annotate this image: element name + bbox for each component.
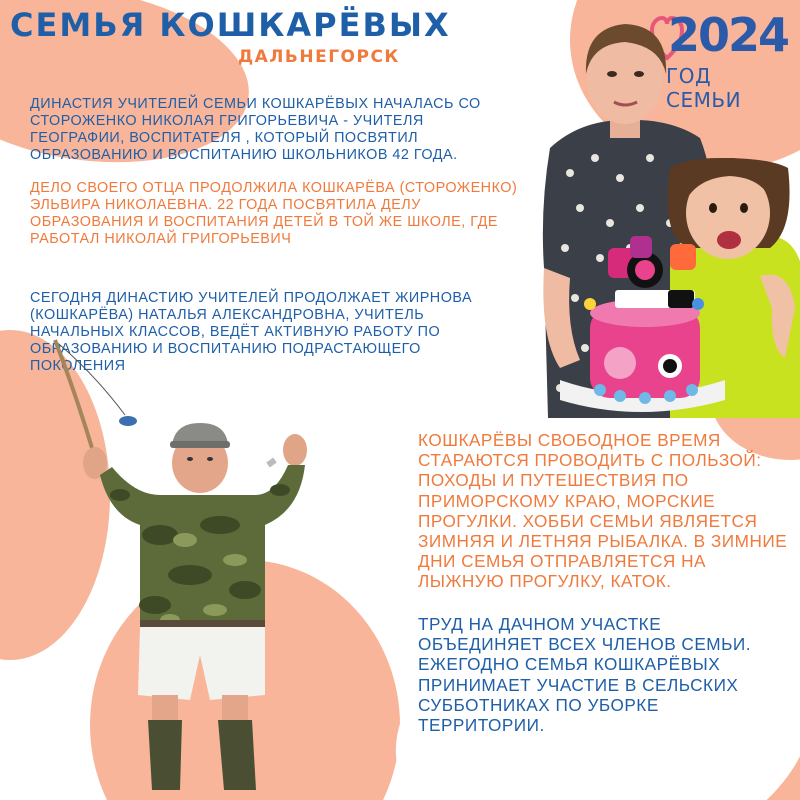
paragraph-granddaughter: СЕГОДНЯ ДИНАСТИЮ УЧИТЕЛЕЙ ПРОДОЛЖАЕТ ЖИРНОВА (КОШКАРЁВА) НАТАЛЬЯ АЛЕКСАНДРОВНА, УЧИТЕЛЬ НАЧАЛЬНЫХ КЛАССОВ, ВЕДЁТ АКТИВНУЮ РАБОТУ ПО ОБРАЗОВАНИЮ И ВОСПИТАНИЮ ПОДРАСТАЮЩЕГО ПОКОЛЕНИЯ [30,290,473,374]
fisherman-photo [40,335,310,795]
paragraph-daughter: ДЕЛО СВОЕГО ОТЦА ПРОДОЛЖИЛА КОШКАРЁВА (СТОРОЖЕНКО) ЭЛЬВИРА НИКОЛАЕВНА. 22 ГОДА ПОСВЯТИЛА ДЕЛУ ОБРАЗОВАНИЯ И ВОСПИТАНИЯ ДЕТЕЙ В ТОЙ ЖЕ ШКОЛЕ, ГДЕ РАБОТАЛ НИКОЛАЙ ГРИГОРЬЕВИЧ [30,180,518,247]
paragraph-leisure: КОШКАРЁВЫ СВОБОДНОЕ ВРЕМЯ СТАРАЮТСЯ ПРОВОДИТЬ С ПОЛЬЗОЙ: ПОХОДЫ И ПУТЕШЕСТВИЯ ПО ПРИМОРСКОМУ КРАЮ, МОРСКИЕ ПРОГУЛКИ. ХОББИ СЕМЬИ ЯВЛЯЕТСЯ ЗИМНЯЯ И ЛЕТНЯЯ РЫБАЛКА. В ЗИМНИЕ ДНИ СЕМЬЯ ОТПРАВЛЯЕТСЯ НА ЛЫЖНУЮ ПРОГУЛКУ, КАТОК. [418,430,788,592]
logo-caption: ГОД СЕМЬИ [666,64,742,112]
paragraph-dynasty-origin: ДИНАСТИЯ УЧИТЕЛЕЙ СЕМЬИ КОШКАРЁВЫХ НАЧАЛАСЬ СО СТОРОЖЕНКО НИКОЛАЯ ГРИГОРЬЕВИЧА - УЧИТЕЛЯ ГЕОГРАФИИ, ВОСПИТАТЕЛЯ , КОТОРЫЙ ПОСВЯТИЛ ОБРАЗОВАНИЮ И ВОСПИТАНИЮ ШКОЛЬНИКОВ 42 ГОДА. [30,96,481,163]
paragraph-dacha: ТРУД НА ДАЧНОМ УЧАСТКЕ ОБЪЕДИНЯЕТ ВСЕХ ЧЛЕНОВ СЕМЬИ. ЕЖЕГОДНО СЕМЬЯ КОШКАРЁВЫХ ПРИНИМАЕТ УЧАСТИЕ В СЕЛЬСКИХ СУББОТНИКАХ ПО УБОРКЕ ТЕРРИТОРИИ. [418,614,752,736]
page-title: СЕМЬЯ КОШКАРЁВЫХ [10,6,451,44]
family-cake-photo [520,8,800,418]
page-subtitle: ДАЛЬНЕГОРСК [238,47,400,67]
logo-year: 2024 [668,8,789,62]
